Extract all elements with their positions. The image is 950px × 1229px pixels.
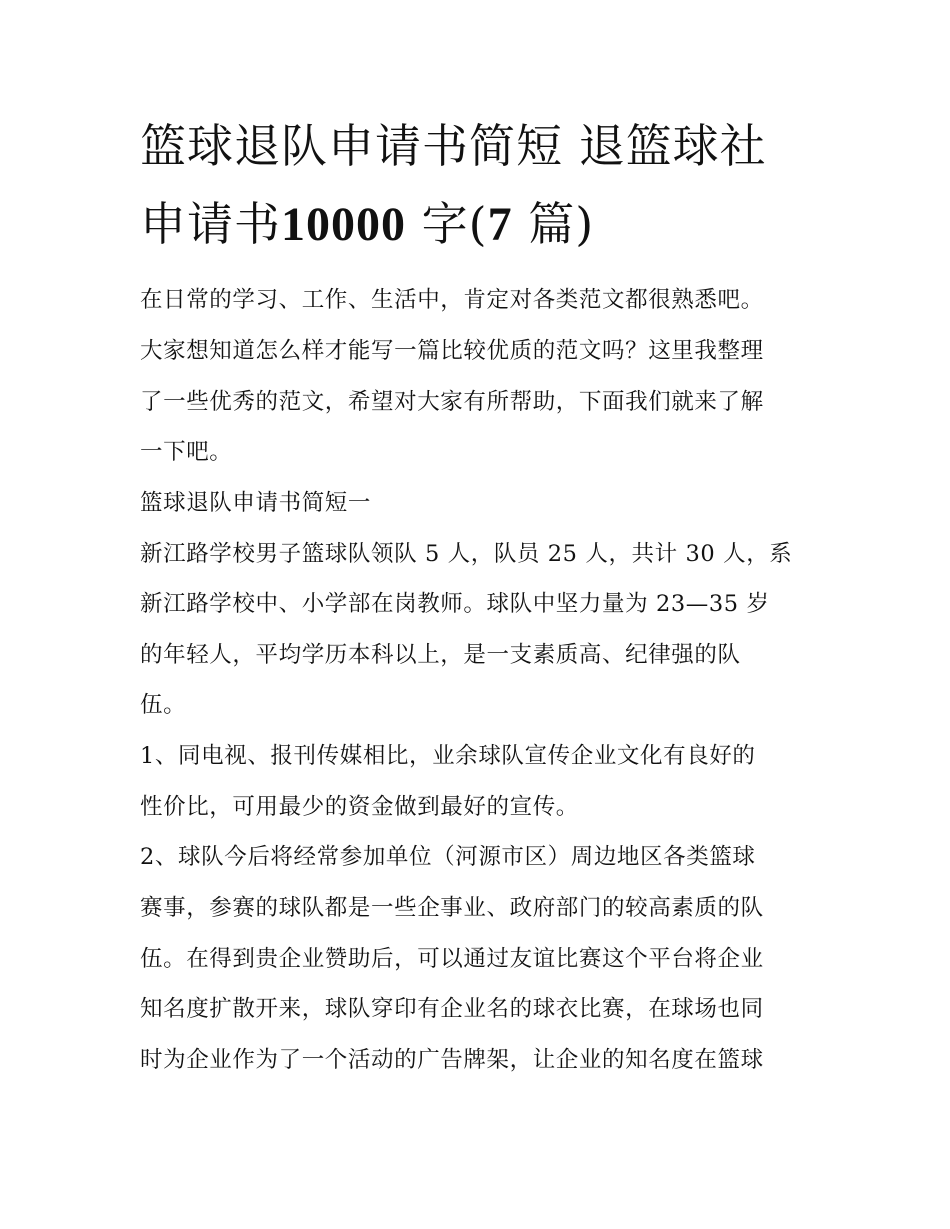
- intro-line: 了一些优秀的范文，希望对大家有所帮助，下面我们就来了解: [140, 389, 764, 415]
- document-title-line-2: [140, 196, 594, 253]
- section-line: 知名度扩散开来，球队穿印有企业名的球衣比赛，在球场也同: [140, 996, 764, 1022]
- section-line: 赛事，参赛的球队都是一些企事业、政府部门的较高素质的队: [140, 895, 764, 921]
- intro-line: 大家想知道怎么样才能写一篇比较优质的范文吗？这里我整理: [140, 338, 764, 364]
- intro-line: 在日常的学习、工作、生活中，肯定对各类范文都很熟悉吧。: [140, 287, 764, 313]
- title-article-count: 7: [487, 198, 513, 251]
- section-heading: 篮球退队申请书简短一: [140, 490, 372, 516]
- intro-line: 一下吧。: [140, 439, 233, 465]
- section-line: 1、同电视、报刊传媒相比，业余球队宣传企业文化有良好的: [140, 743, 756, 769]
- title-text: 篮球退队申请书简短 退篮球社: [140, 119, 767, 173]
- title-text: 字(: [406, 197, 488, 251]
- section-line: 2、球队今后将经常参加单位（河源市区）周边地区各类篮球: [140, 844, 756, 870]
- section-line: 的年轻人，平均学历本科以上，是一支素质高、纪律强的队: [140, 642, 741, 668]
- section-line: 性价比，可用最少的资金做到最好的宣传。: [140, 794, 579, 820]
- section-line: 伍。: [140, 692, 187, 718]
- title-word-count: 10000: [281, 198, 406, 251]
- section-line: 新江路学校中、小学部在岗教师。球队中坚力量为 23—35 岁: [140, 591, 770, 617]
- section-line: 时为企业作为了一个活动的广告牌架，让企业的知名度在篮球: [140, 1047, 764, 1073]
- document-title-line-1: [140, 118, 767, 174]
- title-text: 篇): [512, 197, 595, 251]
- section-line: 新江路学校男子篮球队领队 5 人，队员 25 人，共计 30 人，系: [140, 541, 793, 567]
- section-line: 伍。在得到贵企业赞助后，可以通过友谊比赛这个平台将企业: [140, 946, 764, 972]
- title-text: 申请书: [140, 197, 281, 251]
